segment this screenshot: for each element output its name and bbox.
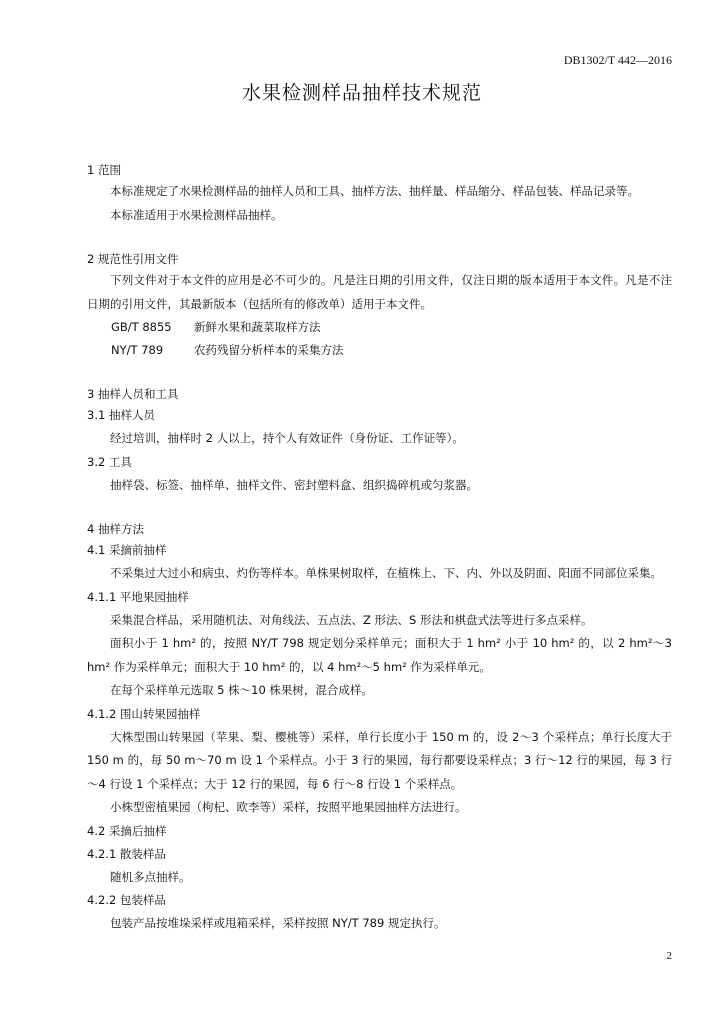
paragraph: 包装产品按堆垛采样或甩箱采样，采样按照 NY/T 789 规定执行。 xyxy=(110,916,446,930)
section-heading: 1 范围 xyxy=(87,163,121,177)
reference-item xyxy=(87,316,672,339)
paragraph: 不采集过大过小和病虫、灼伤等样本。单株果树取样，在植株上、下、内、外以及阴面、阳面不同部位采集。 xyxy=(110,566,662,580)
subsection-heading: 3.2 工具 xyxy=(87,454,132,469)
paragraph: 随机多点抽样。 xyxy=(110,869,191,884)
document-title: 水果检测样品抽样技术规范 xyxy=(241,82,482,104)
subsection-heading: 4.2.1 散装样品 xyxy=(87,846,166,861)
paragraph: 采集混合样品，采用随机法、对角线法、五点法、Z 形法、S 形法和棋盘式法等进行多点采样。 xyxy=(110,612,593,627)
document-body xyxy=(87,160,672,936)
paragraph: 在每个采样单元选取 5 株～10 株果树，混合成样。 xyxy=(110,683,373,697)
paragraph: 面积小于 1 hm² 的，按照 NY/T 798 规定划分采样单元；面积大于 1 hm² 小于 10 hm² 的，以 2 hm²～3 hm² 作为采样单元；面积大于 10 hm² 的，以 4 hm²～5 hm² 作为采样单元。 xyxy=(87,636,672,674)
paragraph: 下列文件对于本文件的应用是必不可少的。凡是注日期的引用文件，仅注日期的版本适用于本文件。凡是不注日期的引用文件，其最新版本（包括所有的修改单）适用于本文件。 xyxy=(87,273,672,311)
standard-number: DB1302/T 442—2016 xyxy=(563,53,672,67)
section-heading: 2 规范性引用文件 xyxy=(87,252,179,266)
reference-title: 新鲜水果和蔬菜取样方法 xyxy=(194,320,321,334)
subsection-heading: 4.2.2 包装样品 xyxy=(87,893,166,907)
paragraph: 本标准适用于水果检测样品抽样。 xyxy=(110,207,283,222)
page-number: 2 xyxy=(666,950,672,962)
paragraph: 抽样袋、标签、抽样单、抽样文件、密封塑料盒、组织捣碎机或匀浆器。 xyxy=(110,477,478,492)
subsection-heading: 4.2 采摘后抽样 xyxy=(87,823,167,838)
paragraph: 大株型围山转果园（苹果、梨、樱桃等）采样，单行长度小于 150 m 的，设 2～3 个采样点；单行长度大于 150 m 的，每 50 m～70 m 设 1 个采样点。小于 3 行的果园，每行都要设采样点；3 行～12 行的果园，每 3 行～4 行设 1 个采样点；大于 12 行的果园，每 6 行～8 行设 1 个采样点。 xyxy=(87,729,672,791)
reference-item xyxy=(87,339,672,362)
subsection-heading: 4.1.2 围山转果园抽样 xyxy=(87,706,201,721)
reference-title: 农药残留分析样本的采集方法 xyxy=(194,343,344,357)
reference-code: GB/T 8855 xyxy=(111,320,172,334)
section-heading: 4 抽样方法 xyxy=(87,522,144,536)
paragraph: 本标准规定了水果检测样品的抽样人员和工具、抽样方法、抽样量、样品缩分、样品包装、样品记录等。 xyxy=(110,184,639,198)
paragraph: 经过培训，抽样时 2 人以上，持个人有效证件（身份证、工作证等）。 xyxy=(110,431,464,445)
paragraph: 小株型密植果园（枸杞、欧李等）采样，按照平地果园抽样方法进行。 xyxy=(110,800,467,814)
subsection-heading: 4.1.1 平地果园抽样 xyxy=(87,589,189,604)
subsection-heading: 4.1 采摘前抽样 xyxy=(87,543,167,557)
section-heading: 3 抽样人员和工具 xyxy=(87,387,179,401)
reference-code: NY/T 789 xyxy=(111,343,164,357)
subsection-heading: 3.1 抽样人员 xyxy=(87,408,155,422)
